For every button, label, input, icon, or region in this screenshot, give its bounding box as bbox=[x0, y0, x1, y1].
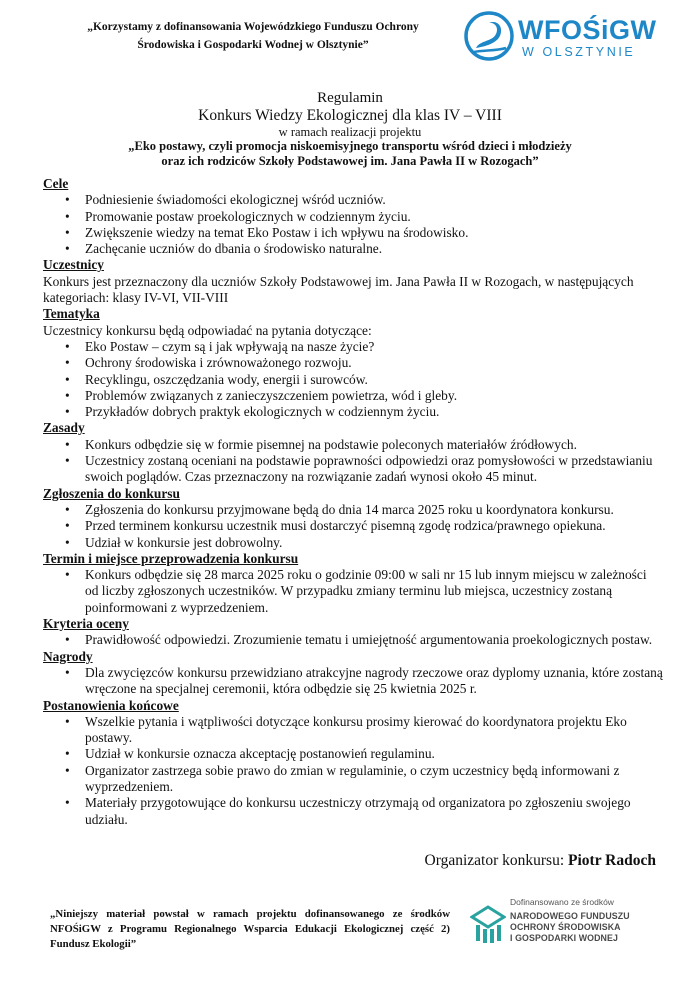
organizer-label: Organizator konkursu: bbox=[424, 852, 565, 869]
list-item: • Udział w konkursie jest dobrowolny. bbox=[85, 535, 663, 551]
section-title-nagrody: Nagrody bbox=[43, 648, 93, 664]
section-title-tematyka: Tematyka bbox=[43, 306, 100, 322]
section-title-termin: Termin i miejsce przeprowadzenia konkursu bbox=[43, 550, 299, 566]
footer-funding-note: „Niniejszy materiał powstał w ramach projektu dofinansowanego ze środków NFOŚiGW z Programu Regionalnego Wsparcia Edukacji Ekologicznej część 2) Fundusz Ekologii” bbox=[50, 908, 450, 951]
list-item: • Wszelkie pytania i wątpliwości dotyczące konkursu prosimy kierować do koordynatora projektu Eko postawy. bbox=[85, 714, 663, 747]
nfos-line2: OCHRONY ŚRODOWISKA bbox=[510, 922, 621, 932]
section-title-cele: Cele bbox=[43, 176, 69, 191]
funding-note-line1: „Korzystamy z dofinansowania Wojewódzkiego Funduszu Ochrony bbox=[87, 21, 419, 33]
title-line2: Konkurs Wiedzy Ekologicznej dla klas IV – VIII bbox=[198, 107, 502, 124]
list-item: • Przykładów dobrych praktyk ekologicznych w codziennym życiu. bbox=[85, 404, 663, 420]
zasady-list bbox=[43, 437, 663, 486]
list-item: • Materiały przygotowujące do konkursu uczestniczy otrzymają od organizatora po zgłoszeniu swojego udziału. bbox=[85, 795, 663, 828]
list-item: • Uczestnicy zostaną oceniani na podstawie poprawności odpowiedzi oraz pomysłowości w przedstawianiu swoich poglądów. Czas przeznaczony na rozwiązanie zadań wynosi około 45 minut. bbox=[85, 453, 663, 486]
swan-icon bbox=[462, 10, 516, 62]
list-item: • Konkurs odbędzie się 28 marca 2025 roku o godzinie 09:00 w sali nr 15 lub innym miejscu w zależności od liczby zgłoszonych uczestników. W przypadku zmiany terminu lub miejsca, uczestnicy zostaną poinformowani z wyprzedzeniem. bbox=[85, 567, 663, 616]
section-title-uczestnicy: Uczestnicy bbox=[43, 257, 104, 273]
list-item: • Organizator zastrzega sobie prawo do zmian w regulaminie, o czym uczestnicy będą informowani z wyprzedzeniem. bbox=[85, 763, 663, 796]
section-title-kryteria: Kryteria oceny bbox=[43, 616, 129, 632]
tematyka-list bbox=[43, 339, 663, 420]
postanowienia-list bbox=[43, 714, 663, 828]
list-item: • Podniesienie świadomości ekologicznej wśród uczniów. bbox=[85, 192, 663, 208]
list-item: • Dla zwycięzców konkursu przewidziano atrakcyjne nagrody rzeczowe oraz dyplomy uznania, które zostaną wręczone na specjalnej ceremonii, która odbędzie się 25 kwietnia 2025 r. bbox=[85, 665, 663, 698]
list-item: • Zachęcanie uczniów do dbania o środowisko naturalne. bbox=[85, 241, 663, 257]
list-item: • Konkurs odbędzie się w formie pisemnej na podstawie poleconych materiałów źródłowych. bbox=[85, 437, 663, 453]
list-item: • Problemów związanych z zanieczyszczeniem powietrza, wód i gleby. bbox=[85, 388, 663, 404]
kryteria-list bbox=[43, 632, 663, 648]
nfosigw-emblem-icon bbox=[470, 905, 506, 945]
title-line4: „Eko postawy, czyli promocja niskoemisyjnego transportu wśród dzieci i młodzieży bbox=[128, 139, 572, 153]
list-item: • Recyklingu, oszczędzania wody, energii i surowców. bbox=[85, 372, 663, 388]
section-title-postanowienia: Postanowienia końcowe bbox=[43, 697, 179, 713]
tematyka-intro: Uczestnicy konkursu będą odpowiadać na pytania dotyczące: bbox=[43, 322, 372, 338]
section-title-zasady: Zasady bbox=[43, 420, 85, 436]
cele-list bbox=[43, 192, 663, 257]
organizer-signature bbox=[425, 852, 656, 870]
nfos-line3: I GOSPODARKI WODNEJ bbox=[510, 933, 618, 943]
list-item: • Zwiększenie wiedzy na temat Eko Postaw i ich wpływu na środowisko. bbox=[85, 225, 663, 241]
uczestnicy-text: Konkurs jest przeznaczony dla uczniów Szkoły Podstawowej im. Jana Pawła II w Rozogach, w następujących kategoriach: klasy IV-VI, VII-VIII bbox=[43, 273, 634, 306]
document-title bbox=[0, 90, 700, 169]
title-line3: w ramach realizacji projektu bbox=[278, 125, 422, 139]
nfos-small-text: Dofinansowano ze środków bbox=[510, 897, 614, 907]
list-item: • Ochrony środowiska i zrównoważonego rozwoju. bbox=[85, 355, 663, 371]
list-item: • Udział w konkursie oznacza akceptację postanowień regulaminu. bbox=[85, 746, 663, 762]
list-item: • Przed terminem konkursu uczestnik musi dostarczyć pisemną zgodę rodzica/prawnego opiekuna. bbox=[85, 518, 663, 534]
list-item: • Eko Postaw – czym są i jak wpływają na nasze życie? bbox=[85, 339, 663, 355]
organizer-name: Piotr Radoch bbox=[568, 852, 656, 869]
logo-subtitle: W OLSZTYNIE bbox=[522, 45, 636, 59]
wfosigw-logo bbox=[462, 10, 657, 62]
termin-list bbox=[43, 567, 663, 616]
funding-note-line2: Środowiska i Gospodarki Wodnej w Olsztynie” bbox=[137, 39, 369, 51]
list-item: • Promowanie postaw proekologicznych w codziennym życiu. bbox=[85, 209, 663, 225]
title-line1: Regulamin bbox=[317, 90, 383, 106]
title-line5: oraz ich rodziców Szkoły Podstawowej im. Jana Pawła II w Rozogach” bbox=[161, 154, 539, 168]
list-item: • Prawidłowość odpowiedzi. Zrozumienie tematu i umiejętność argumentowania proekologicznych postaw. bbox=[85, 632, 663, 648]
nfosigw-logo bbox=[470, 897, 670, 957]
section-title-zgloszenia: Zgłoszenia do konkursu bbox=[43, 485, 180, 501]
regulations-body bbox=[43, 176, 663, 828]
list-item: • Zgłoszenia do konkursu przyjmowane będą do dnia 14 marca 2025 roku u koordynatora konkursu. bbox=[85, 502, 663, 518]
nfos-line1: NARODOWEGO FUNDUSZU bbox=[510, 911, 630, 921]
nagrody-list bbox=[43, 665, 663, 698]
zgloszenia-list bbox=[43, 502, 663, 551]
funding-note bbox=[58, 18, 448, 54]
logo-wordmark: WFOŚiGW bbox=[518, 15, 657, 45]
